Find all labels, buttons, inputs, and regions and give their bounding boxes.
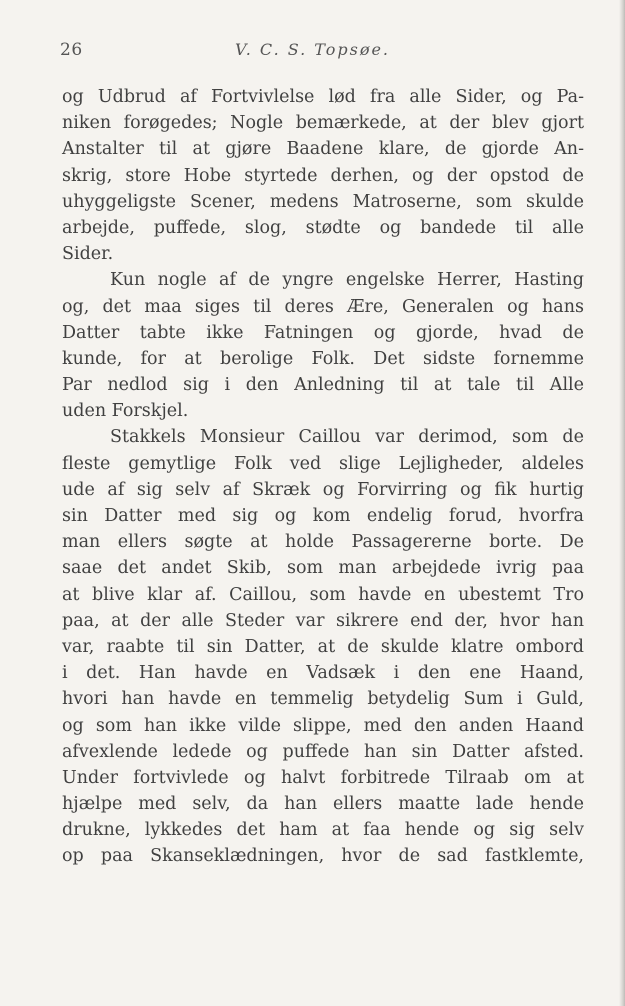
text-line: uden Forskjel. [62, 401, 189, 422]
text-line: Datter tabte ikke Fatningen og gjorde, hvad de [62, 322, 584, 343]
text-line: skrig, store Hobe styrtede derhen, og der opstod de [62, 165, 584, 186]
text-line: Par nedlod sig i den Anledning til at tale til Alle [62, 375, 584, 396]
text-line: Under fortvivlede og halvt forbitrede Tilraab om at [62, 767, 584, 788]
text-line: afvexlende ledede og puffede han sin Datter afsted. [62, 741, 584, 762]
text-line: arbejde, puffede, slog, stødte og bandede til alle [62, 217, 584, 238]
text-line: var, raabte til sin Datter, at de skulde klatre ombord [62, 636, 584, 657]
running-head: V. C. S. Topsøe. [234, 40, 391, 59]
text-line: ude af sig selv af Skræk og Forvirring og fik hurtig [62, 479, 584, 500]
text-line: saae det andet Skib, som man arbejdede ivrig paa [62, 558, 584, 579]
page-edge [619, 0, 625, 1006]
text-line: Kun nogle af de yngre engelske Herrer, Hasting [110, 270, 584, 291]
text-line: uhyggeligste Scener, medens Matroserne, som skulde [62, 191, 584, 212]
text-line: hjælpe med selv, da han ellers maatte lade hende [62, 794, 584, 815]
text-line: og som han ikke vilde slippe, med den anden Haand [62, 715, 584, 736]
text-line: kunde, for at berolige Folk. Det sidste fornemme [62, 348, 584, 369]
text-line: at blive klar af. Caillou, som havde en ubestemt Tro [62, 584, 584, 605]
text-line: Anstalter til at gjøre Baadene klare, de gjorde An- [62, 139, 584, 160]
text-line: niken forøgedes; Nogle bemærkede, at der blev gjort [62, 113, 584, 134]
text-line: fleste gemytlige Folk ved slige Lejligheder, aldeles [62, 453, 584, 474]
text-line: og, det maa siges til deres Ære, Generalen og hans [62, 296, 584, 317]
text-line: hvori han havde en temmelig betydelig Sum i Guld, [62, 689, 584, 710]
text-line: man ellers søgte at holde Passagererne borte. De [62, 532, 584, 553]
text-line: drukne, lykkedes det ham at faa hende og sig selv [62, 820, 584, 841]
text-line: i det. Han havde en Vadsæk i den ene Haand, [62, 663, 584, 684]
text-line: sin Datter med sig og kom endelig forud, hvorfra [62, 506, 584, 526]
body-text [62, 84, 584, 870]
text-line: Stakkels Monsieur Caillou var derimod, som de [110, 427, 584, 448]
text-line: Sider. [62, 244, 114, 265]
text-line: op paa Skanseklædningen, hvor de sad fastklemte, [62, 846, 584, 867]
text-line: og Udbrud af Fortvivlelse lød fra alle Sider, og Pa- [62, 87, 584, 107]
text-line: paa, at der alle Steder var sikrere end der, hvor han [62, 610, 584, 631]
page-number: 26 [60, 40, 83, 60]
